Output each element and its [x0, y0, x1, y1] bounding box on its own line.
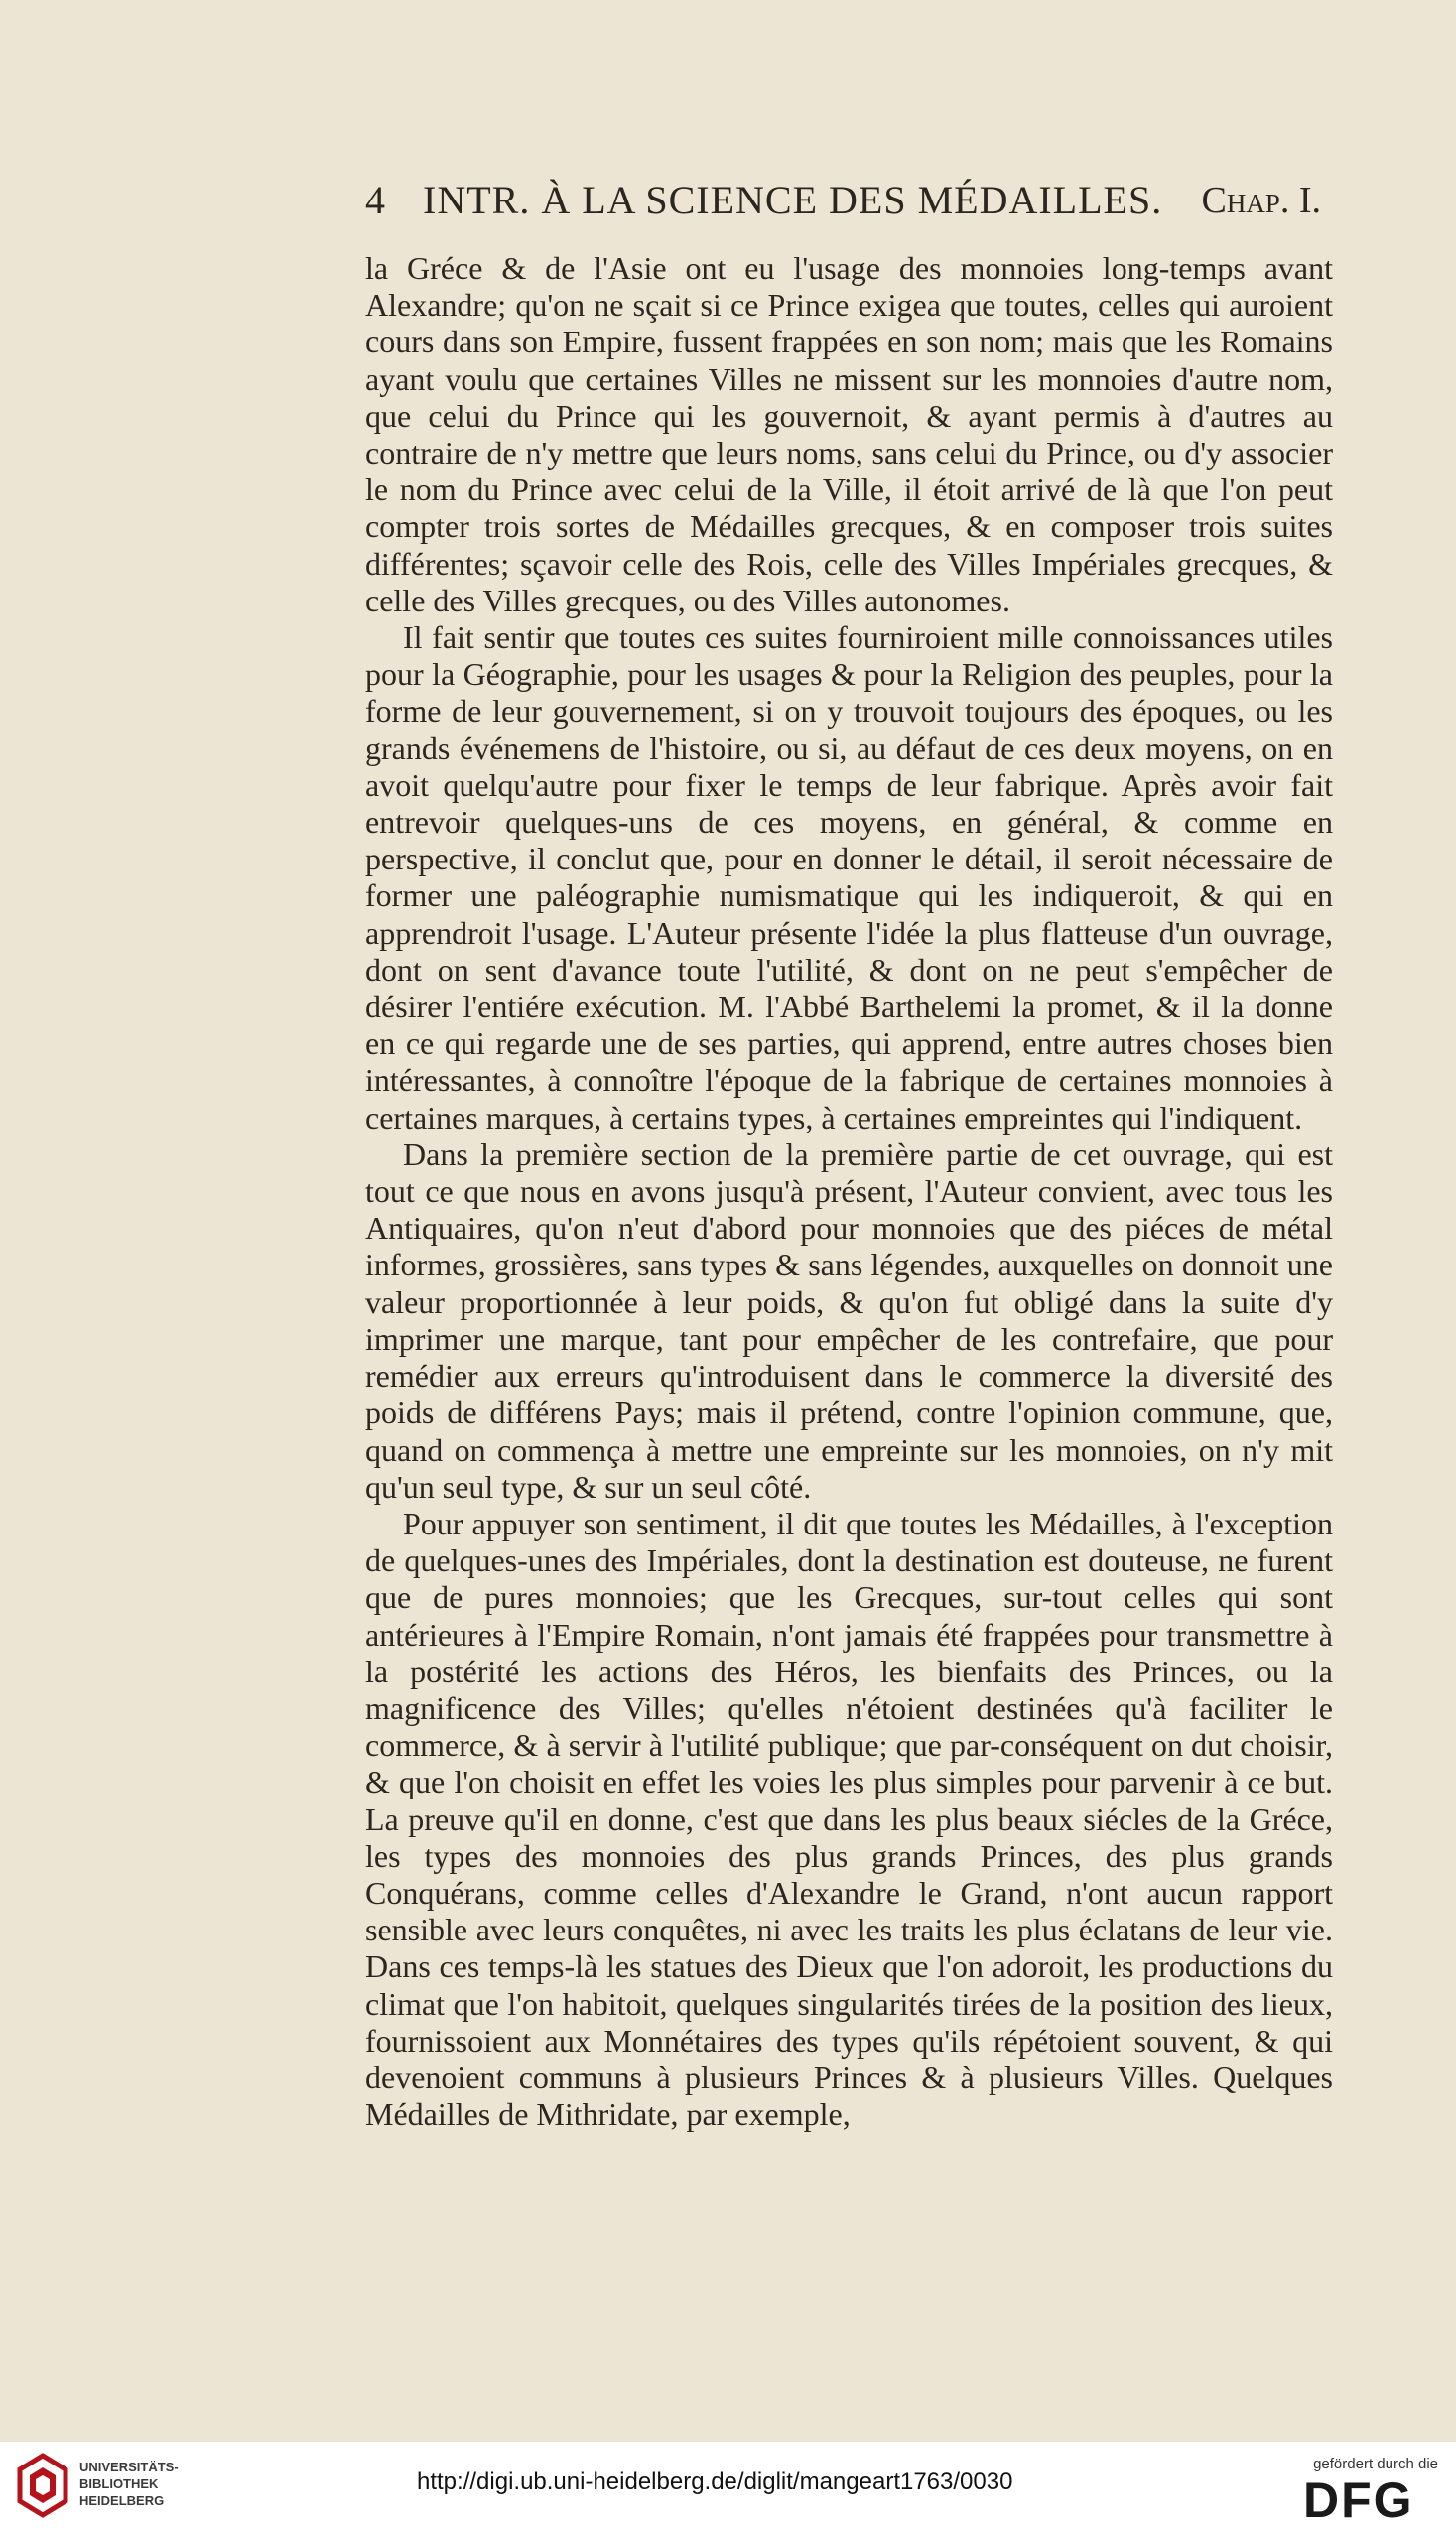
library-name-line: UNIVERSITÄTS- [79, 2460, 179, 2474]
university-library-logo-icon[interactable] [14, 2452, 71, 2519]
dfg-logo-icon[interactable] [1303, 2475, 1442, 2521]
university-library-name[interactable] [79, 2459, 179, 2509]
paragraph: Dans la première section de la première partie de cet ouvrage, qui est tout ce que nous en avons jusqu'à présent, l'Auteur convient, avec tous les Antiquaires, qu'on n'eut d'abord pour monnoies que des piéces de métal informes, grossières, sans types & sans légendes, auxquelles on donnoit une valeur proportionnée à leur poids, & qu'on fut obligé dans la suite d'y imprimer une marque, tant pour empêcher de les contrefaire, que pour remédier aux erreurs qu'introduisent dans le commerce la diversité des poids de différens Pays; mais il prétend, contre l'opinion commune, que, quand on commença à mettre une empreinte sur les monnoies, on n'y mit qu'un seul type, & sur un seul côté. [365, 1135, 1333, 1505]
paragraph: Pour appuyer son sentiment, il dit que toutes les Médailles, à l'exception de quelques-unes des Impériales, dont la destination est douteuse, ne furent que de pures monnoies; que les Grecques, sur-tout celles qui sont antérieures à l'Empire Romain, n'ont jamais été frappées pour transmettre à la postérité les actions des Héros, les bienfaits des Princes, ou la magnificence des Villes; qu'elles n'étoient destinées qu'à faciliter le commerce, & à servir à l'utilité publique; que par-conséquent on dut choisir, & que l'on choisit en effet les voies les plus simples pour parvenir à ce but. La preuve qu'il en donne, c'est que dans les plus beaux siécles de la Gréce, les types des monnoies des plus grands Princes, des plus grands Conquérans, comme celles d'Alexandre le Grand, n'ont aucun rapport sensible avec leurs conquêtes, ni avec les traits les plus éclatans de leur vie. Dans ces temps-là les statues des Dieux que l'on adoroit, les productions du climat que l'on habitoit, quelques singularités tirées de la position des lieux, fournissoient aux Monnétaires des types qu'ils répétoient souvent, & qui devenoient communs à plusieurs Princes & à plusieurs Villes. Quelques Médailles de Mithridate, par exemple, [365, 1505, 1333, 2133]
funding-note: gefördert durch die [1313, 2456, 1438, 2472]
body-text [365, 250, 1333, 2133]
running-header [365, 177, 1353, 236]
dfg-logo-text: DFG [1303, 2475, 1414, 2521]
running-title: INTR. À LA SCIENCE DES MÉDAILLES. [423, 178, 1163, 222]
paragraph: la Gréce & de l'Asie ont eu l'usage des monnoies long-temps avant Alexandre; qu'on ne sçait si ce Prince exigea que toutes, celles qui auroient cours dans son Empire, fussent frappées en son nom; mais que les Romains ayant voulu que certaines Villes ne missent sur les monnoies d'autre nom, que celui du Prince qui les gouvernoit, & ayant permis à d'autres au contraire de n'y mettre que leurs noms, sans celui du Prince, ou d'y associer le nom du Prince avec celui de la Ville, il étoit arrivé de là que l'on peut compter trois sortes de Médailles grecques, & en composer trois suites différentes; sçavoir celle des Rois, celle des Villes Impériales grecques, & celle des Villes grecques, ou des Villes autonomes. [365, 250, 1333, 618]
paragraph: Il fait sentir que toutes ces suites fourniroient mille connoissances utiles pour la Géographie, pour les usages & pour la Religion des peuples, pour la forme de leur gouvernement, si on y trouvoit toujours des époques, ou les grands événemens de l'histoire, ou si, au défaut de ces deux moyens, on en avoit quelqu'autre pour fixer le temps de leur fabrique. Après avoir fait entrevoir quelques-uns de ces moyens, en général, & comme en perspective, il conclut que, pour en donner le détail, il seroit nécessaire de former une paléographie numismatique qui les indiqueroit, & qui en apprendroit l'usage. L'Auteur présente l'idée la plus flatteuse d'un ouvrage, dont on sent d'avance toute l'utilité, & dont on ne peut s'empêcher de désirer l'entiére exécution. M. l'Abbé Barthelemi la promet, & il la donne en ce qui regarde une de ses parties, qui apprend, entre autres choses bien intéressantes, à connoître l'époque de la fabrique de certaines monnoies à certaines marques, à certains types, à certaines empreintes qui l'indiquent. [365, 619, 1333, 1135]
permalink-url[interactable]: http://digi.ub.uni-heidelberg.de/diglit/mangeart1763/0030 [417, 2468, 1013, 2495]
library-name-line: HEIDELBERG [79, 2493, 165, 2508]
library-name-line: BIBLIOTHEK [79, 2476, 159, 2491]
chapter-label: Chap. I. [1201, 180, 1321, 221]
page-number: 4 [365, 178, 385, 222]
